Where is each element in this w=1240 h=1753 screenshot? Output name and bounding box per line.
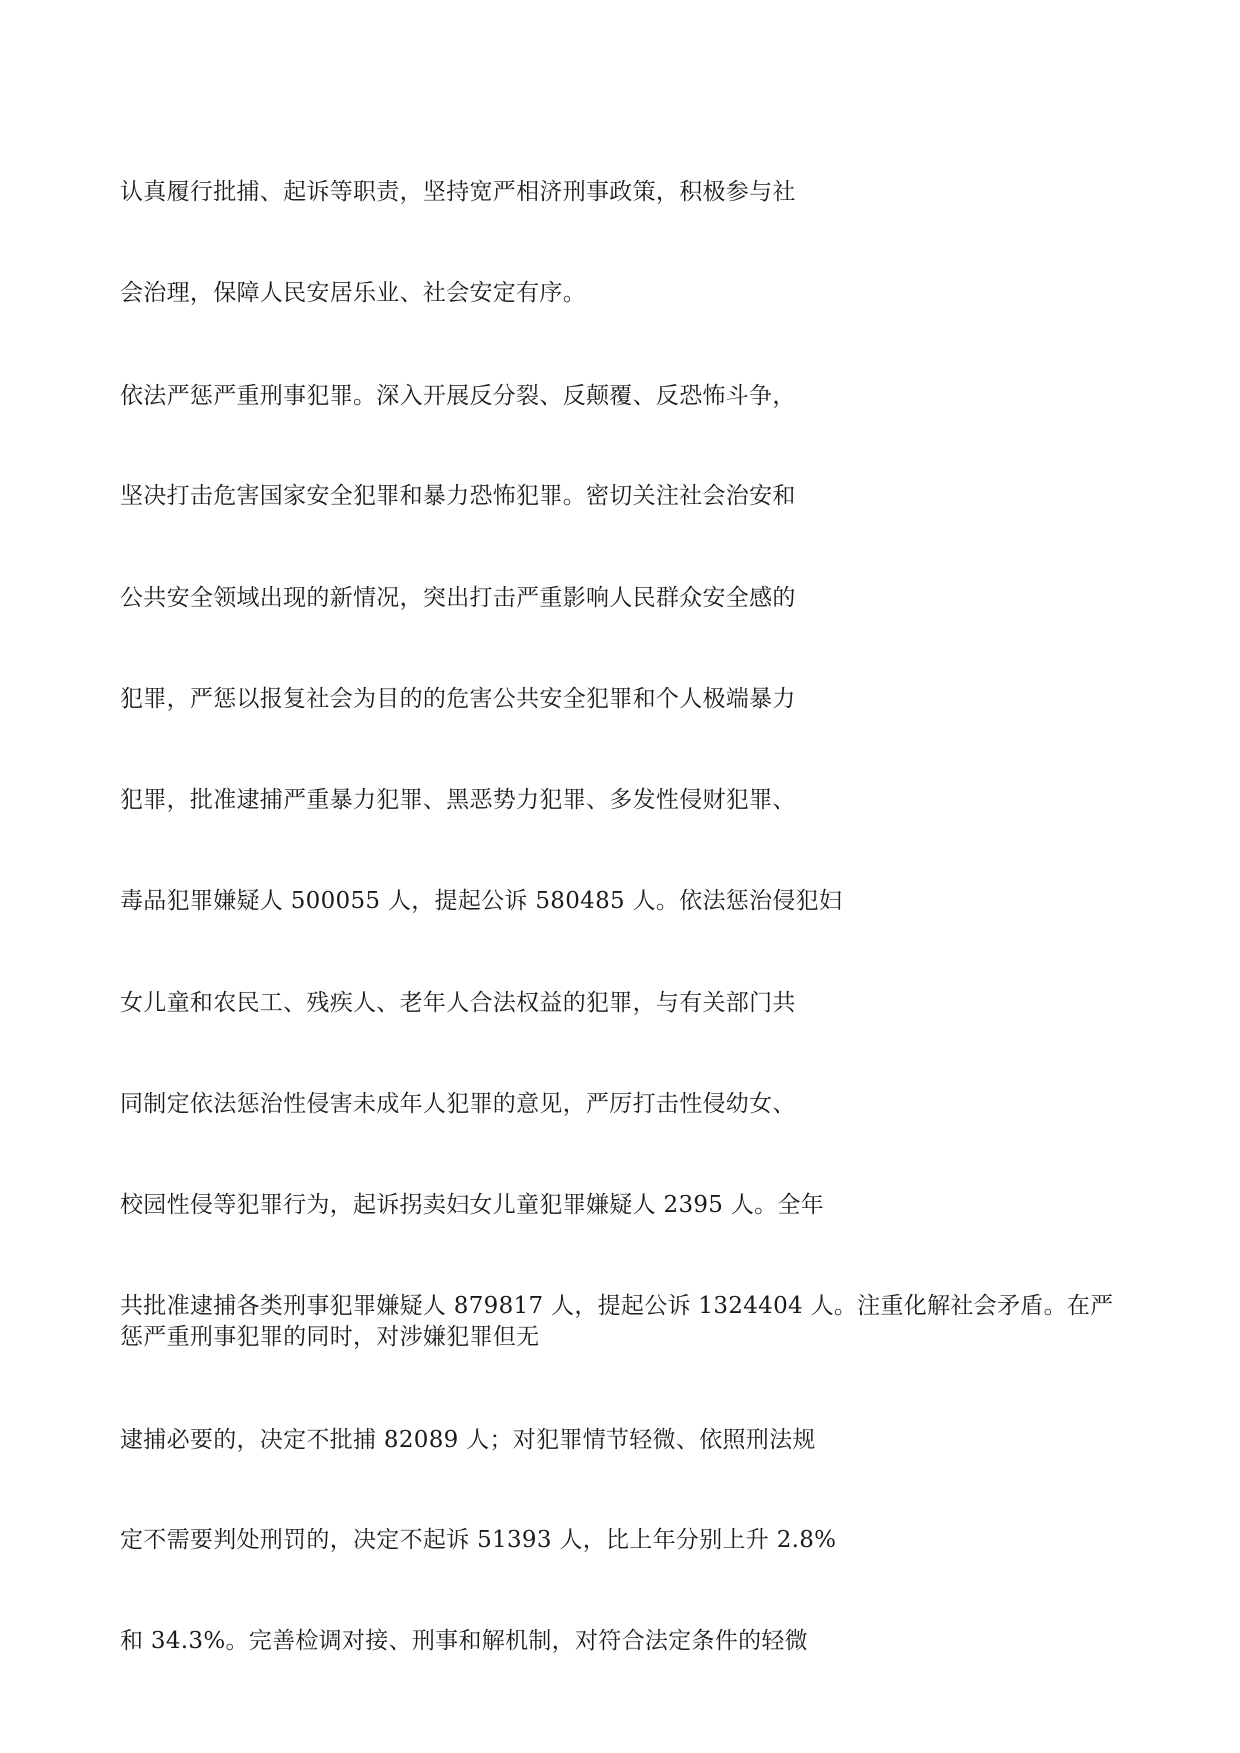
text-line: 校园性侵等犯罪行为，起诉拐卖妇女儿童犯罪嫌疑人 2395 人。全年 — [120, 1192, 825, 1218]
text-line: 逮捕必要的，决定不批捕 82089 人；对犯罪情节轻微、依照刑法规 — [120, 1427, 816, 1453]
text-line: 坚决打击危害国家安全犯罪和暴力恐怖犯罪。密切关注社会治安和 — [120, 483, 796, 509]
text-line: 惩严重刑事犯罪的同时，对涉嫌犯罪但无 — [120, 1324, 540, 1350]
text-line: 女儿童和农民工、残疾人、老年人合法权益的犯罪，与有关部门共 — [120, 990, 796, 1016]
text-line: 和 34.3%。完善检调对接、刑事和解机制，对符合法定条件的轻微 — [120, 1628, 808, 1654]
text-line: 依法严惩严重刑事犯罪。深入开展反分裂、反颠覆、反恐怖斗争， — [120, 383, 796, 409]
text-line: 毒品犯罪嫌疑人 500055 人，提起公诉 580485 人。依法惩治侵犯妇 — [120, 888, 843, 914]
text-line: 会治理，保障人民安居乐业、社会安定有序。 — [120, 280, 586, 306]
text-line: 定不需要判处刑罚的，决定不起诉 51393 人，比上年分别上升 2.8% — [120, 1527, 837, 1553]
text-line: 犯罪，批准逮捕严重暴力犯罪、黑恶势力犯罪、多发性侵财犯罪、 — [120, 787, 796, 813]
text-line: 犯罪，严惩以报复社会为目的的危害公共安全犯罪和个人极端暴力 — [120, 686, 796, 712]
text-line: 共批准逮捕各类刑事犯罪嫌疑人 879817 人，提起公诉 1324404 人。注重化解社会矛盾。在严 — [120, 1293, 1114, 1319]
text-line: 认真履行批捕、起诉等职责，坚持宽严相济刑事政策，积极参与社 — [120, 179, 796, 205]
text-line: 公共安全领域出现的新情况，突出打击严重影响人民群众安全感的 — [120, 585, 796, 611]
text-line: 同制定依法惩治性侵害未成年人犯罪的意见，严厉打击性侵幼女、 — [120, 1091, 796, 1117]
